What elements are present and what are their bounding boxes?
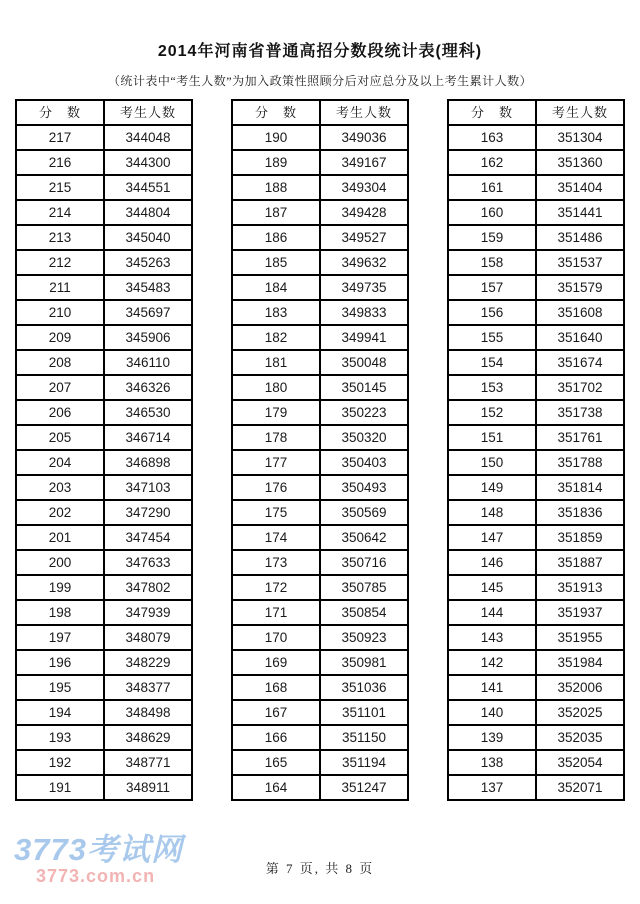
score-cell: 204 [16, 450, 104, 475]
table-row [232, 375, 408, 400]
table-row [448, 775, 624, 800]
table-header-row [232, 100, 408, 125]
count-cell: 351404 [536, 175, 624, 200]
score-column-header: 分 数 [232, 100, 320, 125]
count-cell: 350854 [320, 600, 408, 625]
table-row [232, 275, 408, 300]
table-row [448, 550, 624, 575]
count-cell: 351937 [536, 600, 624, 625]
count-cell: 348377 [104, 675, 192, 700]
count-cell: 345906 [104, 325, 192, 350]
table-row [16, 350, 192, 375]
score-cell: 171 [232, 600, 320, 625]
table-row [232, 550, 408, 575]
table-row [16, 325, 192, 350]
table-row [232, 500, 408, 525]
score-cell: 175 [232, 500, 320, 525]
count-cell: 352025 [536, 700, 624, 725]
count-cell: 350981 [320, 650, 408, 675]
score-cell: 198 [16, 600, 104, 625]
score-cell: 172 [232, 575, 320, 600]
site-logo-text: 3773考试网 [14, 832, 183, 867]
count-cell: 351441 [536, 200, 624, 225]
score-cell: 141 [448, 675, 536, 700]
score-cell: 173 [232, 550, 320, 575]
count-cell: 351702 [536, 375, 624, 400]
score-cell: 139 [448, 725, 536, 750]
count-cell: 350223 [320, 400, 408, 425]
table-row [16, 150, 192, 175]
table-row [232, 325, 408, 350]
score-cell: 217 [16, 125, 104, 150]
score-cell: 206 [16, 400, 104, 425]
score-cell: 174 [232, 525, 320, 550]
count-cell: 352054 [536, 750, 624, 775]
score-cell: 152 [448, 400, 536, 425]
count-cell: 349428 [320, 200, 408, 225]
table-row [448, 725, 624, 750]
count-cell: 350320 [320, 425, 408, 450]
table-row [232, 625, 408, 650]
count-cell: 347290 [104, 500, 192, 525]
count-cell: 345697 [104, 300, 192, 325]
table-row [448, 450, 624, 475]
score-column-header: 分 数 [16, 100, 104, 125]
score-cell: 207 [16, 375, 104, 400]
count-cell: 351101 [320, 700, 408, 725]
count-cell: 350569 [320, 500, 408, 525]
count-cell: 351859 [536, 525, 624, 550]
score-cell: 185 [232, 250, 320, 275]
count-cell: 349167 [320, 150, 408, 175]
score-table-right [447, 99, 625, 801]
table-row [448, 675, 624, 700]
count-cell: 348629 [104, 725, 192, 750]
count-cell: 348079 [104, 625, 192, 650]
count-column-header: 考生人数 [320, 100, 408, 125]
score-cell: 138 [448, 750, 536, 775]
count-cell: 352006 [536, 675, 624, 700]
count-cell: 351955 [536, 625, 624, 650]
score-cell: 143 [448, 625, 536, 650]
table-row [448, 375, 624, 400]
score-cell: 196 [16, 650, 104, 675]
table-row [232, 200, 408, 225]
count-cell: 349527 [320, 225, 408, 250]
score-cell: 186 [232, 225, 320, 250]
table-row [232, 475, 408, 500]
score-cell: 155 [448, 325, 536, 350]
count-cell: 347802 [104, 575, 192, 600]
table-row [16, 575, 192, 600]
count-cell: 351640 [536, 325, 624, 350]
page-number: 第 7 页, 共 8 页 [265, 861, 375, 876]
count-cell: 347103 [104, 475, 192, 500]
count-cell: 351537 [536, 250, 624, 275]
score-cell: 210 [16, 300, 104, 325]
table-row [16, 600, 192, 625]
table-header-row [16, 100, 192, 125]
count-cell: 346898 [104, 450, 192, 475]
score-cell: 195 [16, 675, 104, 700]
table-row [16, 550, 192, 575]
score-cell: 149 [448, 475, 536, 500]
table-row [448, 275, 624, 300]
table-row [232, 575, 408, 600]
score-cell: 203 [16, 475, 104, 500]
count-cell: 351788 [536, 450, 624, 475]
count-cell: 351579 [536, 275, 624, 300]
table-row [448, 475, 624, 500]
count-cell: 350048 [320, 350, 408, 375]
count-column-header: 考生人数 [536, 100, 624, 125]
score-cell: 181 [232, 350, 320, 375]
score-cell: 176 [232, 475, 320, 500]
score-column-header: 分 数 [448, 100, 536, 125]
score-cell: 213 [16, 225, 104, 250]
count-cell: 350493 [320, 475, 408, 500]
table-row [232, 650, 408, 675]
score-cell: 177 [232, 450, 320, 475]
table-row [16, 250, 192, 275]
table-row [448, 625, 624, 650]
table-row [16, 450, 192, 475]
score-cell: 208 [16, 350, 104, 375]
score-cell: 167 [232, 700, 320, 725]
count-cell: 346110 [104, 350, 192, 375]
table-row [16, 775, 192, 800]
score-cell: 159 [448, 225, 536, 250]
score-cell: 146 [448, 550, 536, 575]
table-row [448, 400, 624, 425]
score-cell: 162 [448, 150, 536, 175]
table-row [16, 700, 192, 725]
table-row [16, 500, 192, 525]
table-row [16, 200, 192, 225]
count-cell: 351194 [320, 750, 408, 775]
table-row [16, 125, 192, 150]
score-cell: 188 [232, 175, 320, 200]
score-cell: 179 [232, 400, 320, 425]
score-cell: 215 [16, 175, 104, 200]
score-cell: 193 [16, 725, 104, 750]
count-cell: 350403 [320, 450, 408, 475]
score-cell: 144 [448, 600, 536, 625]
table-row [448, 575, 624, 600]
score-cell: 180 [232, 375, 320, 400]
count-cell: 351984 [536, 650, 624, 675]
count-cell: 351814 [536, 475, 624, 500]
count-cell: 351761 [536, 425, 624, 450]
count-cell: 351150 [320, 725, 408, 750]
score-cell: 214 [16, 200, 104, 225]
score-cell: 212 [16, 250, 104, 275]
count-cell: 349941 [320, 325, 408, 350]
score-cell: 137 [448, 775, 536, 800]
table-row [232, 750, 408, 775]
count-cell: 346326 [104, 375, 192, 400]
score-table-middle [231, 99, 409, 801]
score-cell: 164 [232, 775, 320, 800]
score-cell: 216 [16, 150, 104, 175]
score-cell: 156 [448, 300, 536, 325]
count-cell: 349833 [320, 300, 408, 325]
table-row [16, 225, 192, 250]
table-row [16, 675, 192, 700]
table-row [232, 600, 408, 625]
table-row [232, 150, 408, 175]
count-cell: 351836 [536, 500, 624, 525]
score-cell: 191 [16, 775, 104, 800]
table-row [232, 450, 408, 475]
table-row [232, 425, 408, 450]
table-row [16, 525, 192, 550]
table-row [16, 175, 192, 200]
table-row [16, 650, 192, 675]
table-row [16, 425, 192, 450]
table-row [232, 175, 408, 200]
table-row [232, 250, 408, 275]
count-cell: 351304 [536, 125, 624, 150]
table-row [16, 375, 192, 400]
count-cell: 345483 [104, 275, 192, 300]
score-cell: 147 [448, 525, 536, 550]
score-cell: 190 [232, 125, 320, 150]
table-row [448, 500, 624, 525]
score-cell: 183 [232, 300, 320, 325]
score-cell: 192 [16, 750, 104, 775]
table-row [448, 425, 624, 450]
table-row [448, 200, 624, 225]
score-tables-container [0, 99, 640, 801]
score-cell: 182 [232, 325, 320, 350]
score-cell: 163 [448, 125, 536, 150]
table-row [448, 175, 624, 200]
count-cell: 351738 [536, 400, 624, 425]
score-table-left [15, 99, 193, 801]
table-row [448, 150, 624, 175]
score-cell: 154 [448, 350, 536, 375]
count-cell: 344551 [104, 175, 192, 200]
score-cell: 209 [16, 325, 104, 350]
count-cell: 351360 [536, 150, 624, 175]
count-column-header: 考生人数 [104, 100, 192, 125]
table-row [448, 300, 624, 325]
table-header-row [448, 100, 624, 125]
count-cell: 350145 [320, 375, 408, 400]
table-row [16, 750, 192, 775]
score-cell: 148 [448, 500, 536, 525]
table-row [448, 225, 624, 250]
count-cell: 350785 [320, 575, 408, 600]
score-cell: 197 [16, 625, 104, 650]
score-cell: 150 [448, 450, 536, 475]
score-cell: 187 [232, 200, 320, 225]
table-row [232, 125, 408, 150]
page-subtitle: （统计表中“考生人数”为加入政策性照顾分后对应总分及以上考生累计人数） [107, 74, 533, 88]
score-cell: 160 [448, 200, 536, 225]
score-cell: 205 [16, 425, 104, 450]
count-cell: 350716 [320, 550, 408, 575]
table-row [16, 275, 192, 300]
score-cell: 178 [232, 425, 320, 450]
count-cell: 351674 [536, 350, 624, 375]
table-row [232, 725, 408, 750]
count-cell: 347454 [104, 525, 192, 550]
table-row [448, 350, 624, 375]
score-cell: 169 [232, 650, 320, 675]
count-cell: 348771 [104, 750, 192, 775]
count-cell: 351247 [320, 775, 408, 800]
table-row [448, 125, 624, 150]
score-cell: 170 [232, 625, 320, 650]
count-cell: 344300 [104, 150, 192, 175]
score-cell: 157 [448, 275, 536, 300]
score-cell: 142 [448, 650, 536, 675]
score-cell: 168 [232, 675, 320, 700]
count-cell: 349632 [320, 250, 408, 275]
count-cell: 348229 [104, 650, 192, 675]
count-cell: 351486 [536, 225, 624, 250]
table-row [232, 675, 408, 700]
count-cell: 347633 [104, 550, 192, 575]
table-row [232, 775, 408, 800]
count-cell: 351887 [536, 550, 624, 575]
table-row [448, 325, 624, 350]
score-cell: 153 [448, 375, 536, 400]
table-row [448, 250, 624, 275]
count-cell: 348498 [104, 700, 192, 725]
score-cell: 140 [448, 700, 536, 725]
count-cell: 345040 [104, 225, 192, 250]
count-cell: 345263 [104, 250, 192, 275]
table-row [16, 475, 192, 500]
count-cell: 344048 [104, 125, 192, 150]
score-cell: 166 [232, 725, 320, 750]
score-cell: 194 [16, 700, 104, 725]
score-cell: 202 [16, 500, 104, 525]
score-cell: 165 [232, 750, 320, 775]
table-row [448, 600, 624, 625]
table-row [16, 300, 192, 325]
table-row [448, 700, 624, 725]
count-cell: 346714 [104, 425, 192, 450]
count-cell: 346530 [104, 400, 192, 425]
table-row [16, 725, 192, 750]
table-row [232, 300, 408, 325]
table-row [16, 400, 192, 425]
score-cell: 161 [448, 175, 536, 200]
score-cell: 184 [232, 275, 320, 300]
table-row [16, 625, 192, 650]
score-cell: 201 [16, 525, 104, 550]
count-cell: 351913 [536, 575, 624, 600]
table-row [448, 650, 624, 675]
count-cell: 347939 [104, 600, 192, 625]
count-cell: 344804 [104, 200, 192, 225]
table-row [448, 750, 624, 775]
score-cell: 145 [448, 575, 536, 600]
score-cell: 158 [448, 250, 536, 275]
score-cell: 199 [16, 575, 104, 600]
table-row [232, 350, 408, 375]
count-cell: 349036 [320, 125, 408, 150]
count-cell: 349735 [320, 275, 408, 300]
count-cell: 349304 [320, 175, 408, 200]
table-row [232, 525, 408, 550]
table-row [232, 700, 408, 725]
count-cell: 348911 [104, 775, 192, 800]
page-title: 2014年河南省普通高招分数段统计表(理科) [157, 43, 483, 60]
count-cell: 350642 [320, 525, 408, 550]
score-cell: 151 [448, 425, 536, 450]
table-row [232, 400, 408, 425]
score-cell: 189 [232, 150, 320, 175]
count-cell: 351608 [536, 300, 624, 325]
table-row [448, 525, 624, 550]
table-row [232, 225, 408, 250]
score-cell: 200 [16, 550, 104, 575]
count-cell: 352071 [536, 775, 624, 800]
count-cell: 350923 [320, 625, 408, 650]
count-cell: 351036 [320, 675, 408, 700]
count-cell: 352035 [536, 725, 624, 750]
score-cell: 211 [16, 275, 104, 300]
site-logo-url: 3773.com.cn [36, 866, 156, 886]
